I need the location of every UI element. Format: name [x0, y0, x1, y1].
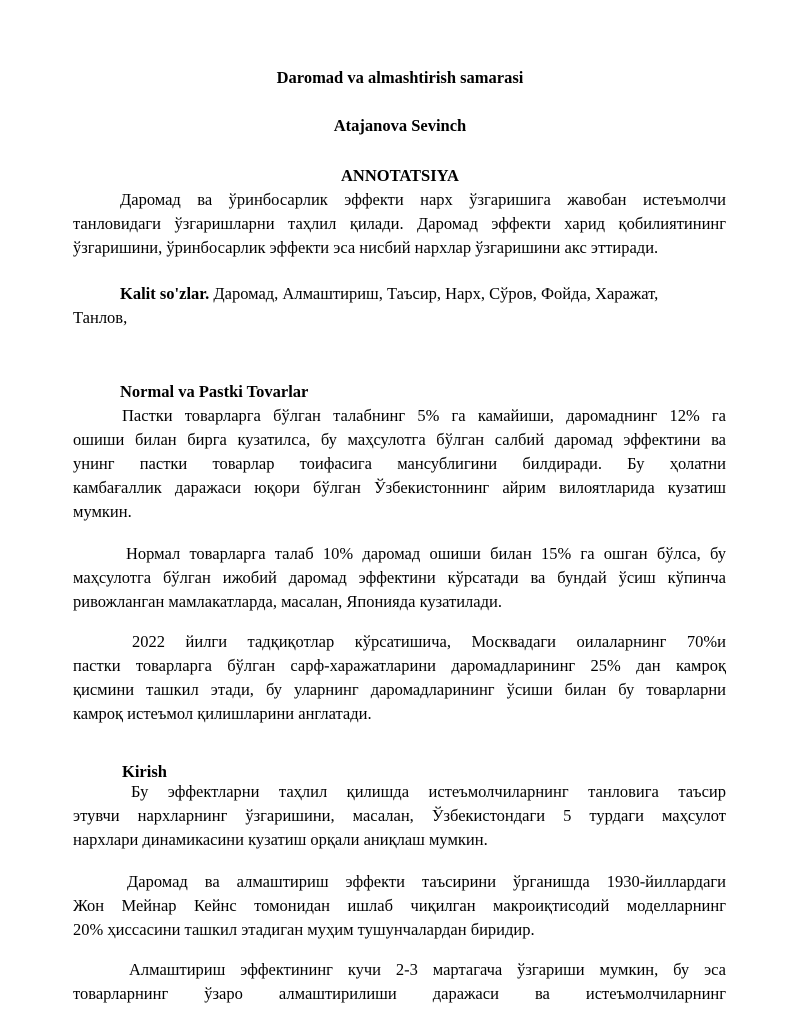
paragraph-line: Жон Мейнар Кейнс томонидан ишлаб чиқилган макроиқтисодий моделларнинг	[73, 896, 726, 915]
author-name: Atajanova Sevinch	[333, 116, 467, 135]
paragraph-line: танловидаги ўзгаришларни таҳлил қилади. Даромад эффекти харид қобилиятининг	[73, 214, 726, 233]
paragraph-line: пастки товарларга бўлган сарф-харажатларини даромадларининг 25% дан камроқ	[73, 656, 726, 675]
paragraph-line: мумкин.	[73, 502, 132, 521]
paragraph-line: ўзгаришини, ўринбосарлик эффекти эса нисбий нархлар ўзгаришини акс эттиради.	[73, 238, 659, 257]
paragraph-line: ошиши билан бирга кузатилса, бу маҳсулотга бўлган салбий даромад эффектини ва	[73, 430, 726, 449]
keywords-list: Даромад, Алмаштириш, Таъсир, Нарх, Сўров, Фойда, Харажат,	[209, 284, 659, 303]
section-heading: Kirish	[122, 762, 167, 781]
paragraph-line: этувчи нархларнинг ўзгаришини, масалан, Ўзбекистондаги 5 турдаги маҳсулот	[73, 806, 726, 825]
paragraph-line: Нормал товарларга талаб 10% даромад ошиши билан 15% га ошган бўлса, бу	[126, 544, 726, 563]
section-heading: Normal va Pastki Tovarlar	[120, 382, 309, 401]
paragraph-line: Пастки товарларга бўлган талабнинг 5% га камайиши, даромаднинг 12% га	[122, 406, 726, 425]
paragraph-line: Даромад ва алмаштириш эффекти таъсирини ўрганишда 1930-йиллардаги	[127, 872, 726, 891]
paragraph-line: Бу эффектларни таҳлил қилишда истеъмолчиларнинг танловига таъсир	[131, 782, 726, 801]
paragraph-line: маҳсулотга бўлган ижобий даромад эффектини кўрсатади ва бундай ўсиш кўпинча	[73, 568, 726, 587]
document-title: Daromad va almashtirish samarasi	[276, 68, 524, 87]
paragraph-line: Алмаштириш эффектининг кучи 2-3 мартагача ўзгариши мумкин, бу эса	[129, 960, 726, 979]
paragraph-line: қисмини ташкил этади, бу уларнинг даромадларининг ўсиши билан бу товарларни	[73, 680, 726, 699]
paragraph-line: нархлари динамикасини кузатиш орқали аниқлаш мумкин.	[73, 830, 488, 849]
paragraph-line: унинг пастки товарлар тоифасига мансублигини билдиради. Бу ҳолатни	[73, 454, 726, 473]
paragraph-line: ривожланган мамлакатларда, масалан, Японияда кузатилади.	[73, 592, 502, 611]
keywords-line: Танлов,	[73, 308, 128, 327]
paragraph-line: 20% ҳиссасини ташкил этадиган муҳим тушунчалардан биридир.	[73, 920, 535, 939]
paragraph-line: камбағаллик даражаси юқори бўлган Ўзбекистоннинг айрим вилоятларида кузатиш	[73, 478, 726, 497]
keywords-label: Kalit so'zlar.	[120, 284, 210, 303]
paragraph-line: Даромад ва ўринбосарлик эффекти нарх ўзгаришига жавобан истеъмолчи	[120, 190, 726, 209]
keywords-line	[120, 282, 726, 306]
paragraph-line: товарларнинг ўзаро алмаштирилиши даражаси ва истеъмолчиларнинг	[73, 984, 726, 1003]
annotation-heading: ANNOTATSIYA	[341, 166, 459, 185]
paragraph-line: 2022 йилги тадқиқотлар кўрсатишича, Москвадаги оилаларнинг 70%и	[132, 632, 726, 651]
paragraph-line: камроқ истеъмол қилишларини англатади.	[73, 704, 372, 723]
